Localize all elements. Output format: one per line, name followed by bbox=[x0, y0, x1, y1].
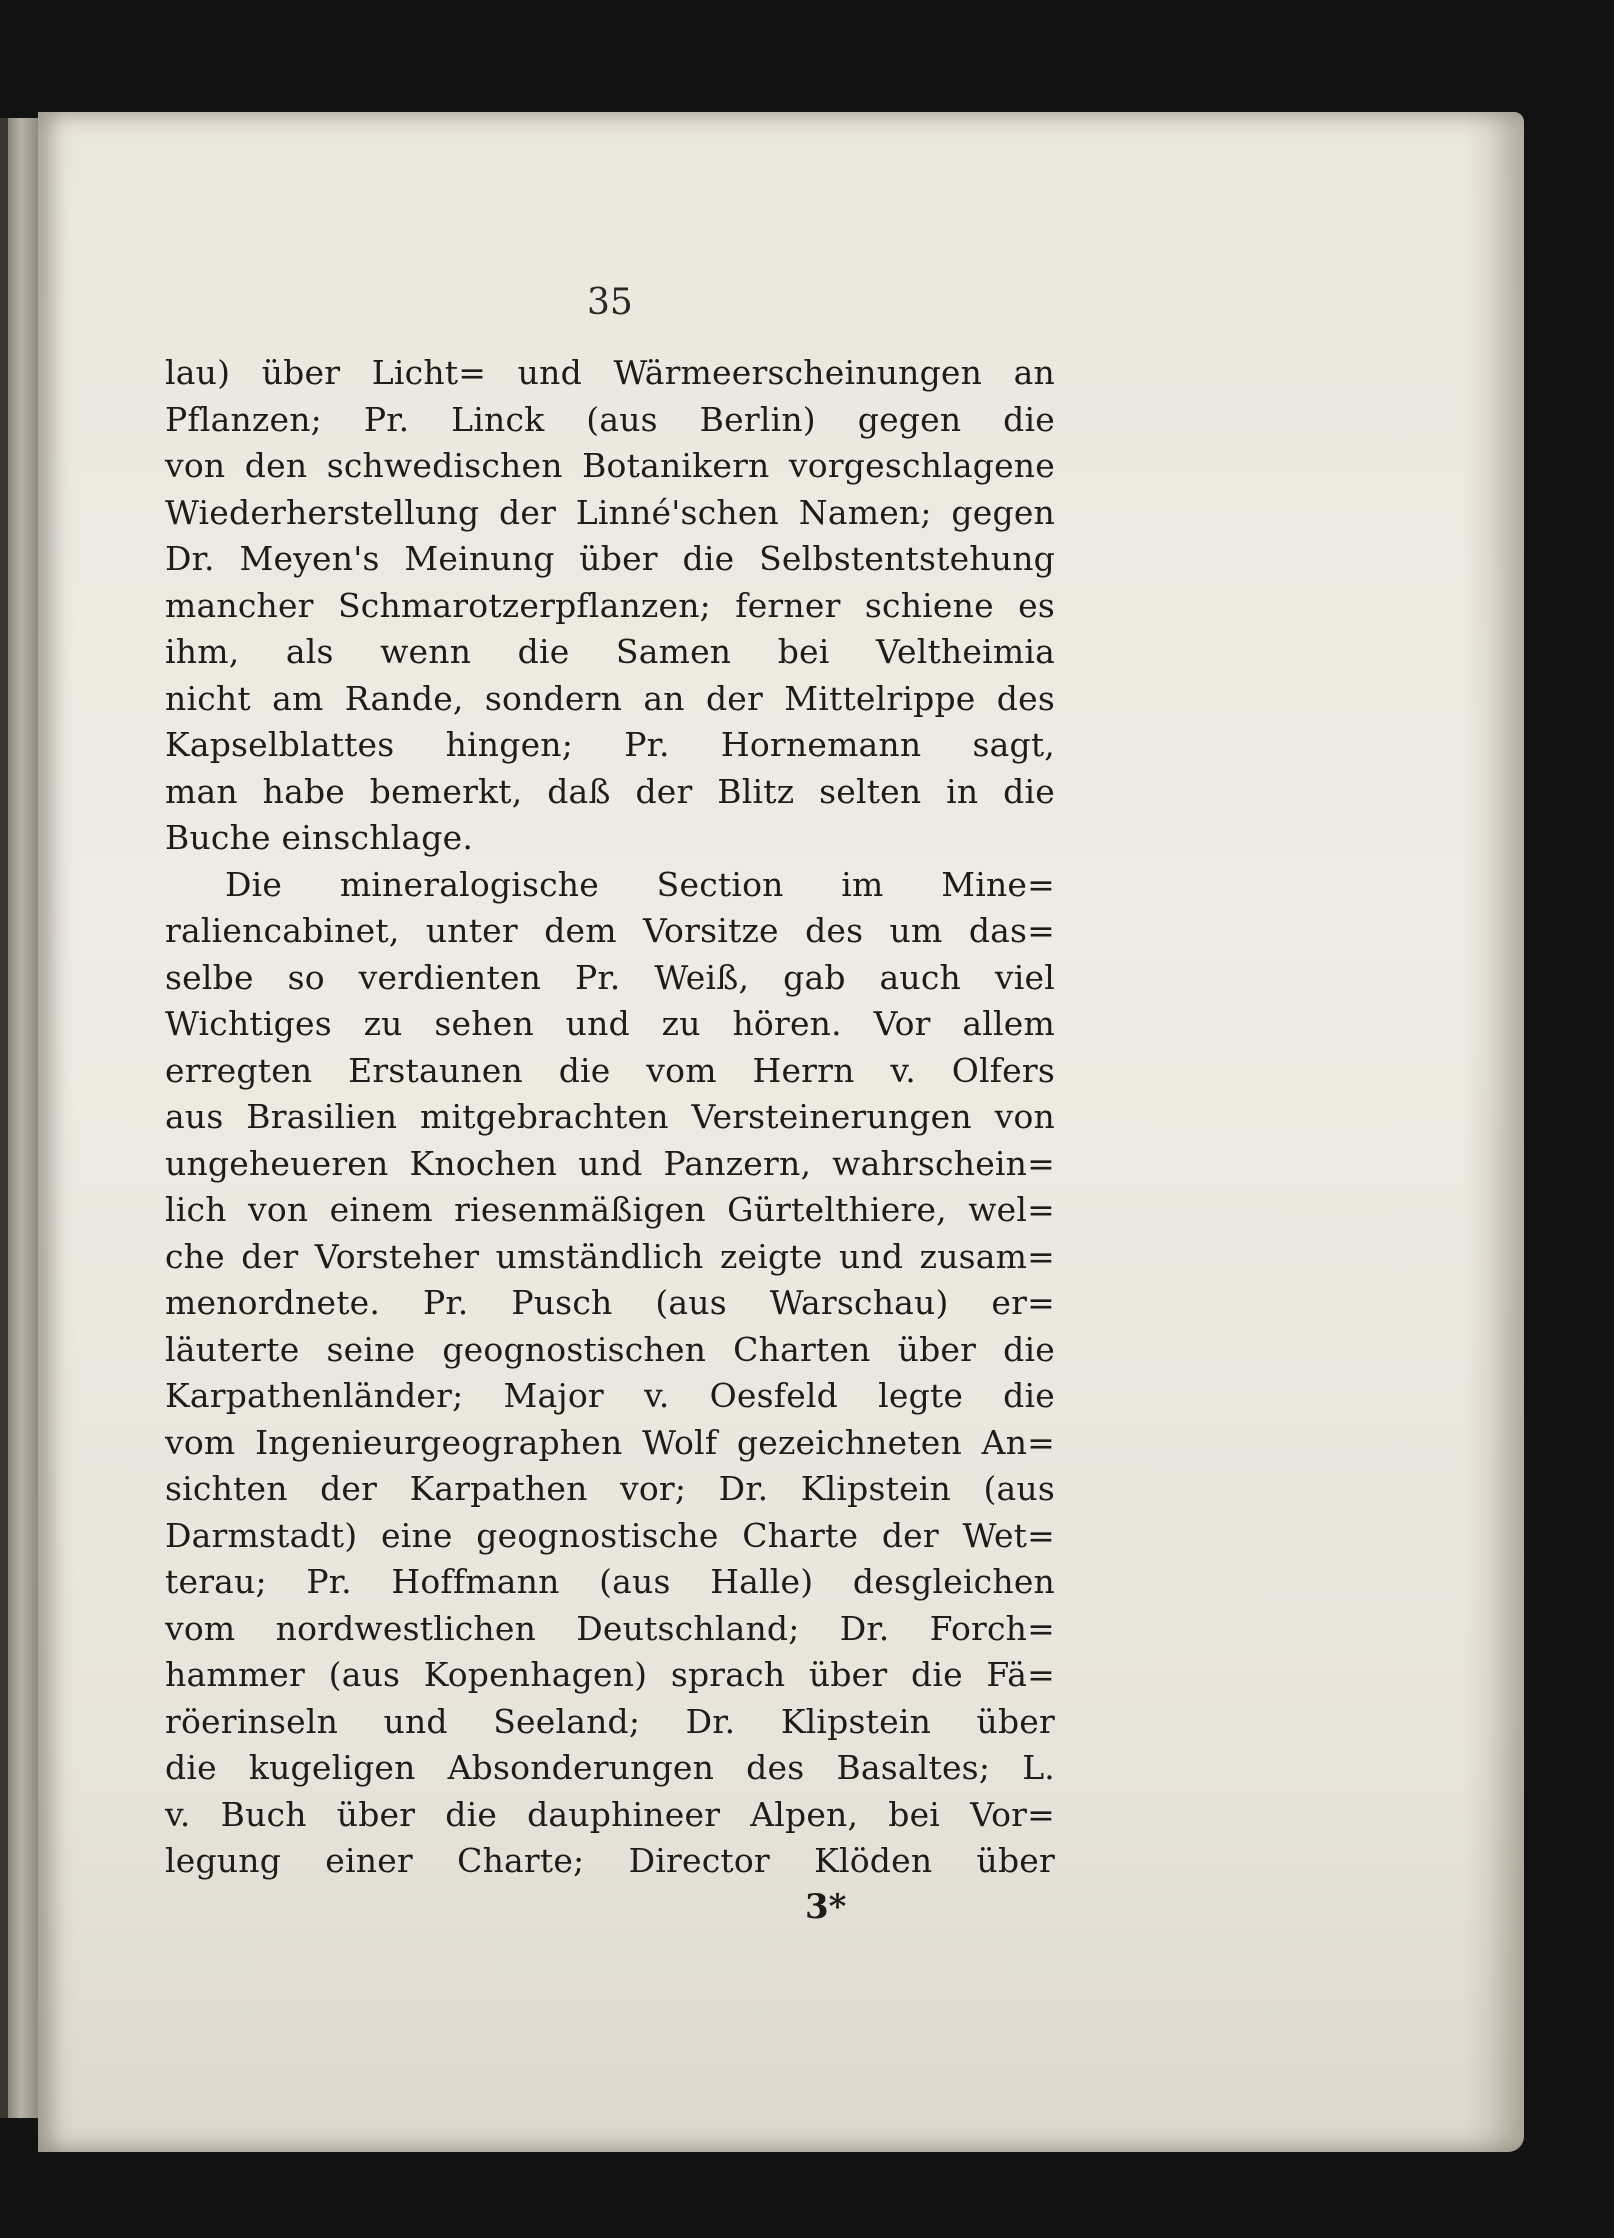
text-line: vom nordwestlichen Deutschland; Dr. Forch= bbox=[165, 1608, 1055, 1648]
text-line: che der Vorsteher umständlich zeigte und zusam= bbox=[165, 1236, 1055, 1276]
text-line: Pflanzen; Pr. Linck (aus Berlin) gegen die bbox=[165, 399, 1055, 439]
text-line: aus Brasilien mitgebrachten Versteinerungen von bbox=[165, 1097, 1055, 1136]
text-line: legung einer Charte; Director Klöden über bbox=[165, 1841, 1055, 1880]
body-text bbox=[165, 350, 1055, 1885]
text-line: von den schwedischen Botanikern vorgeschlagene bbox=[165, 446, 1055, 485]
signature-mark: 3* bbox=[805, 1887, 847, 1927]
text-line: die kugeligen Absonderungen des Basaltes; L. bbox=[165, 1748, 1055, 1787]
text-line: Darmstadt) eine geognostische Charte der Wet= bbox=[165, 1515, 1055, 1555]
text-line: röerinseln und Seeland; Dr. Klipstein über bbox=[165, 1701, 1055, 1741]
text-line: Buche einschlage. bbox=[165, 818, 474, 857]
text-line: erregten Erstaunen die vom Herrn v. Olfers bbox=[165, 1050, 1055, 1090]
text-line: hammer (aus Kopenhagen) sprach über die Fä= bbox=[165, 1655, 1055, 1694]
left-page-shadow bbox=[0, 118, 8, 2118]
book-page bbox=[38, 112, 1524, 2152]
text-line: lich von einem riesenmäßigen Gürtelthiere, wel= bbox=[165, 1190, 1055, 1229]
text-line: v. Buch über die dauphineer Alpen, bei Vor= bbox=[165, 1794, 1055, 1834]
text-line: mancher Schmarotzerpflanzen; ferner schiene es bbox=[165, 585, 1055, 625]
text-line: vom Ingenieurgeographen Wolf gezeichneten An= bbox=[165, 1422, 1055, 1462]
text-line: man habe bemerkt, daß der Blitz selten in die bbox=[165, 771, 1055, 811]
page-number: 35 bbox=[587, 282, 633, 323]
text-line: Die mineralogische Section im Mine= bbox=[225, 864, 1055, 904]
text-line: Wiederherstellung der Linné'schen Namen; gegen bbox=[165, 492, 1055, 532]
text-line: terau; Pr. Hoffmann (aus Halle) desgleichen bbox=[165, 1562, 1055, 1601]
text-line: Kapselblattes hingen; Pr. Hornemann sagt, bbox=[165, 725, 1055, 764]
text-line: läuterte seine geognostischen Charten über die bbox=[165, 1329, 1055, 1369]
text-line: sichten der Karpathen vor; Dr. Klipstein (aus bbox=[165, 1469, 1055, 1508]
text-line: ungeheueren Knochen und Panzern, wahrschein= bbox=[165, 1143, 1055, 1183]
text-line: ihm, als wenn die Samen bei Veltheimia bbox=[165, 632, 1055, 671]
text-line: Wichtiges zu sehen und zu hören. Vor allem bbox=[165, 1004, 1055, 1043]
page-edge-shade bbox=[1464, 112, 1524, 2152]
text-line: selbe so verdienten Pr. Weiß, gab auch viel bbox=[165, 957, 1055, 997]
text-line: menordnete. Pr. Pusch (aus Warschau) er= bbox=[165, 1283, 1055, 1322]
text-line: lau) über Licht= und Wärmeerscheinungen an bbox=[165, 353, 1055, 392]
text-line: raliencabinet, unter dem Vorsitze des um das= bbox=[165, 911, 1055, 950]
text-line: nicht am Rande, sondern an der Mittelrippe des bbox=[165, 678, 1055, 718]
text-line: Karpathenländer; Major v. Oesfeld legte die bbox=[165, 1376, 1055, 1415]
text-line: Dr. Meyen's Meinung über die Selbstentstehung bbox=[165, 539, 1055, 578]
